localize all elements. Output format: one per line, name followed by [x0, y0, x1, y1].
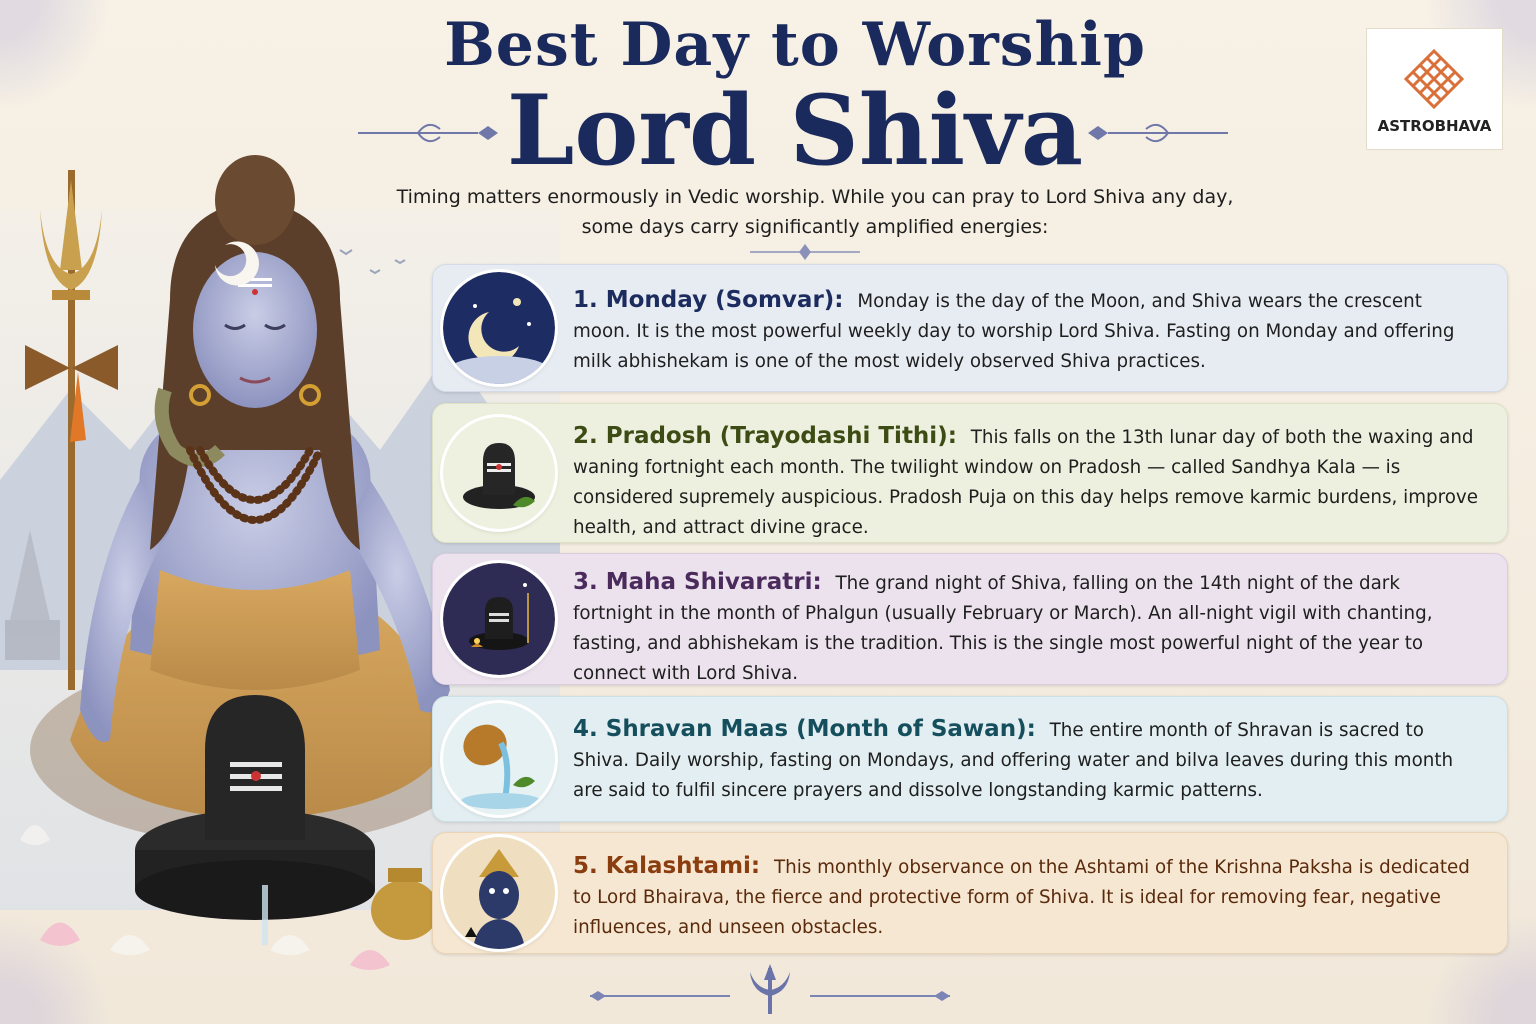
- card-maha-shivaratri-body: The grand night of Shiva, falling on the 14th night of the dark fortnight in the month of Phalgun (usually February or March). An all-night vigil with chanting, fasting, and abhishekam is the tradition. This is the single most powerful night of the year to connect with Lord Shiva.: [573, 573, 1433, 684]
- endless-knot-icon: [1402, 47, 1466, 111]
- card-maha-shivaratri-title: 3. Maha Shivaratri:: [573, 569, 822, 595]
- card-pradosh-text: [573, 421, 1483, 543]
- card-monday: [432, 264, 1508, 392]
- card-kalashtami: [432, 832, 1508, 954]
- flourish-left-icon: [358, 118, 508, 148]
- card-maha-shivaratri: [432, 553, 1508, 685]
- card-shravan-maas-text: [573, 714, 1483, 806]
- card-monday-text: [573, 285, 1483, 377]
- card-shravan-maas-body: The entire month of Shravan is sacred to Shiva. Daily worship, fasting on Mondays, and offering water and bilva leaves during this month are said to fulfil sincere prayers and dissolve longstanding karmic patterns.: [573, 720, 1454, 801]
- brand-logo[interactable]: [1366, 28, 1503, 150]
- flourish-right-icon: [1078, 118, 1228, 148]
- crescent-moon-icon: [443, 272, 555, 384]
- night-shivling-icon: [443, 563, 555, 675]
- card-monday-title: 1. Monday (Somvar):: [573, 287, 844, 313]
- intro-text: [330, 182, 1300, 242]
- trishul-ornament-icon: [590, 958, 950, 1018]
- card-shravan-maas-title: 4. Shravan Maas (Month of Sawan):: [573, 716, 1036, 742]
- card-pradosh-body: This falls on the 13th lunar day of both the waxing and waning fortnight each month. The twilight window on Pradosh — called Sandhya Kala — is considered supremely auspicious. Pradosh Puja on this day helps remove karmic burdens, improve health, and attract divine grace.: [573, 427, 1478, 538]
- card-kalashtami-text: [573, 851, 1483, 943]
- card-maha-shivaratri-text: [573, 567, 1483, 689]
- card-shravan-maas: [432, 696, 1508, 822]
- card-pradosh: [432, 403, 1508, 543]
- page-title-line-2: Lord Shiva: [506, 74, 1084, 187]
- card-kalashtami-body: This monthly observance on the Ashtami of the Krishna Paksha is dedicated to Lord Bhairava, the fierce and protective form of Shiva. It is ideal for removing fear, negative influences, and unseen obstacles.: [573, 857, 1470, 938]
- intro-line-1: Timing matters enormously in Vedic worship. While you can pray to Lord Shiva any day,: [396, 186, 1234, 208]
- bhairava-icon: [443, 837, 555, 949]
- intro-divider-icon: [750, 240, 860, 264]
- brand-name: ASTROBHAVA: [1377, 117, 1492, 135]
- card-pradosh-title: 2. Pradosh (Trayodashi Tithi):: [573, 423, 957, 449]
- page-title-line-1: Best Day to Worship: [444, 10, 1146, 80]
- shivling-icon: [443, 417, 555, 529]
- intro-line-2: some days carry significantly amplified energies:: [581, 216, 1049, 238]
- card-monday-body: Monday is the day of the Moon, and Shiva wears the crescent moon. It is the most powerful weekly day to worship Lord Shiva. Fasting on Monday and offering milk abhishekam is one of the most widely observed Shiva practices.: [573, 291, 1455, 372]
- water-pot-icon: [443, 703, 555, 815]
- card-kalashtami-title: 5. Kalashtami:: [573, 853, 761, 879]
